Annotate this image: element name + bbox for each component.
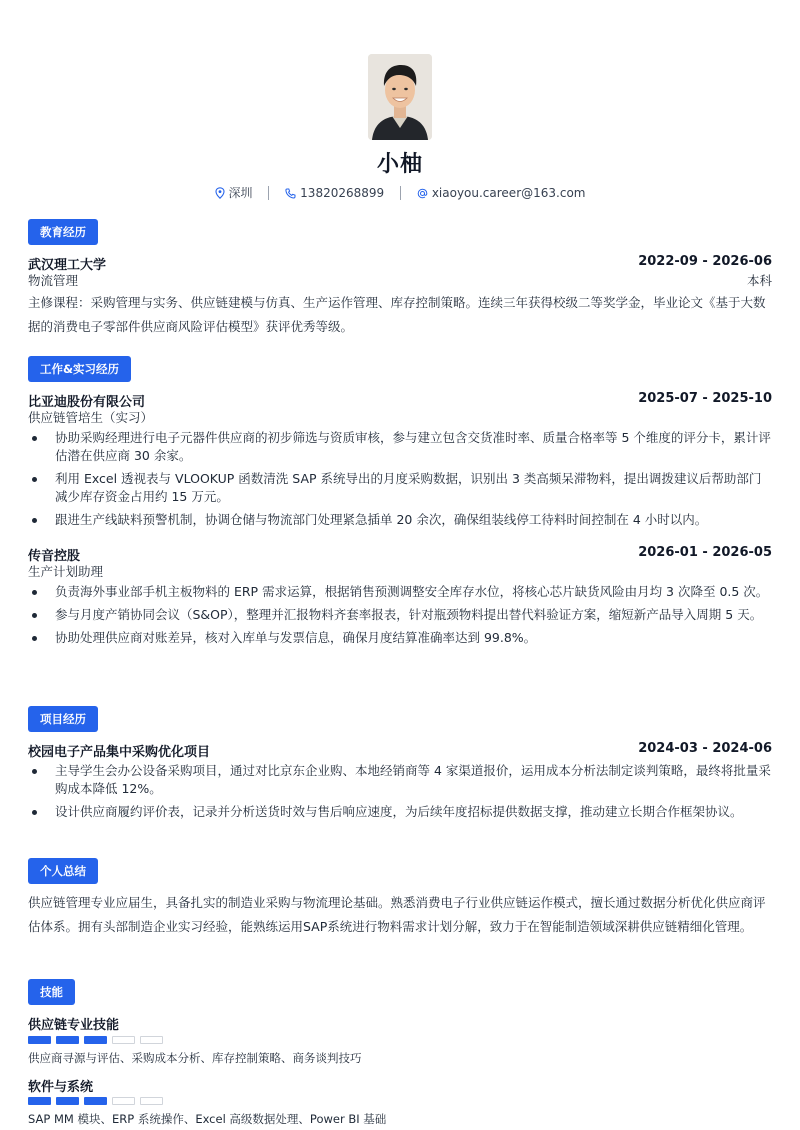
section-title-work: 工作&实习经历 [28,356,131,382]
phone-text[interactable]: 13820268899 [300,185,385,200]
skill-level-bar [28,1036,168,1044]
skill-level-segment-empty [140,1097,163,1105]
skill-level-segment-filled [84,1036,107,1044]
job-period: 2026-01 - 2026-05 [638,545,772,560]
skill-name: 供应链专业技能 [28,1018,120,1033]
section-title-project: 项目经历 [28,706,98,732]
education-sub-row [28,271,772,289]
candidate-name: 小柚 [376,152,423,177]
company-name: 传音控股 [28,549,81,564]
phone-icon [285,188,296,199]
skill-level-segment-empty [112,1036,135,1044]
job-bullet-list [28,429,772,534]
education-header-row [28,254,772,272]
skill-name: 软件与系统 [28,1080,94,1095]
list-item: 主导学生会办公设备采购项目，通过对比京东企业购、本地经销商等 4 家渠道报价，运用成本分析法制定谈判策略，最终将批量采购成本降低 12%。 [28,762,772,798]
section-title-summary: 个人总结 [28,858,98,884]
phone-item [285,185,384,201]
job-header-row [28,391,772,409]
job-role-row [28,562,772,580]
major: 物流管理 [28,273,79,288]
job-period: 2025-07 - 2025-10 [638,391,772,406]
job-role: 供应链管培生（实习） [28,410,154,425]
divider [400,186,401,200]
degree: 本科 [746,273,772,288]
education-period: 2022-09 - 2026-06 [638,254,772,269]
list-item: 协助处理供应商对账差异，核对入库单与发票信息，确保月度结算准确率达到 99.8%。 [28,629,772,647]
skill-level-segment-empty [112,1097,135,1105]
list-item: 负责海外事业部手机主板物料的 ERP 需求运算，根据销售预测调整安全库存水位，将核心芯片缺货风险由月均 3 次降至 0.5 次。 [28,583,772,601]
email-at-icon [417,188,428,199]
project-bullet-list [28,762,772,826]
contact-line [0,184,800,201]
project-period: 2024-03 - 2024-06 [638,741,772,756]
avatar [368,54,432,140]
skill-level-segment-filled [28,1036,51,1044]
location-text: 深圳 [228,185,253,200]
job-bullet-list [28,583,772,652]
section-title-education: 教育经历 [28,219,98,245]
section-title-skills: 技能 [28,979,75,1005]
location-item [215,185,253,201]
skill-level-segment-filled [84,1097,107,1105]
skill-description: 供应商寻源与评估、采购成本分析、库存控制策略、商务谈判技巧 [28,1051,362,1065]
skill-level-segment-filled [56,1036,79,1044]
location-pin-icon [215,187,225,199]
list-item: 跟进生产线缺料预警机制，协调仓储与物流部门处理紧急插单 20 余次，确保组装线停工待料时间控制在 4 小时以内。 [28,511,772,529]
profile-photo [368,54,432,140]
email-item [417,185,586,201]
list-item: 参与月度产销协同会议（S&OP），整理并汇报物料齐套率报表，针对瓶颈物料提出替代料验证方案，缩短新产品导入周期 5 天。 [28,606,772,624]
job-role: 生产计划助理 [28,564,104,579]
skill-level-segment-filled [28,1097,51,1105]
list-item: 设计供应商履约评价表，记录并分析送货时效与售后响应速度，为后续年度招标提供数据支撑，推动建立长期合作框架协议。 [28,803,772,821]
job-role-row [28,408,772,426]
divider [268,186,269,200]
email-text[interactable]: xiaoyou.career@163.com [431,185,586,200]
skill-level-segment-empty [140,1036,163,1044]
skill-level-segment-filled [56,1097,79,1105]
skill-description: SAP MM 模块、ERP 系统操作、Excel 高级数据处理、Power BI 基础 [28,1112,387,1126]
school-name: 武汉理工大学 [28,258,107,273]
job-header-row [28,545,772,563]
list-item: 利用 Excel 透视表与 VLOOKUP 函数清洗 SAP 系统导出的月度采购数据，识别出 3 类高频呆滞物料，提出调拨建议后帮助部门减少库存资金占用约 15 万元。 [28,470,772,506]
list-item: 协助采购经理进行电子元器件供应商的初步筛选与资质审核，参与建立包含交货准时率、质量合格率等 5 个维度的评分卡，累计评估潜在供应商 30 余家。 [28,429,772,465]
skill-level-bar [28,1097,168,1105]
project-name: 校园电子产品集中采购优化项目 [28,745,211,760]
summary-text: 供应链管理专业应届生，具备扎实的制造业采购与物流理论基础。熟悉消费电子行业供应链运作模式，擅长通过数据分析优化供应商评估体系。拥有头部制造企业实习经验，能熟练运用SAP系统进行物料需求计划分解，致力于在智能制造领域深耕供应链精细化管理。 [28,895,766,934]
education-description: 主修课程：采购管理与实务、供应链建模与仿真、生产运作管理、库存控制策略。连续三年获得校级二等奖学金，毕业论文《基于大数据的消费电子零部件供应商风险评估模型》获评优秀等级。 [28,295,766,334]
project-header-row [28,741,772,759]
company-name: 比亚迪股份有限公司 [28,395,146,410]
